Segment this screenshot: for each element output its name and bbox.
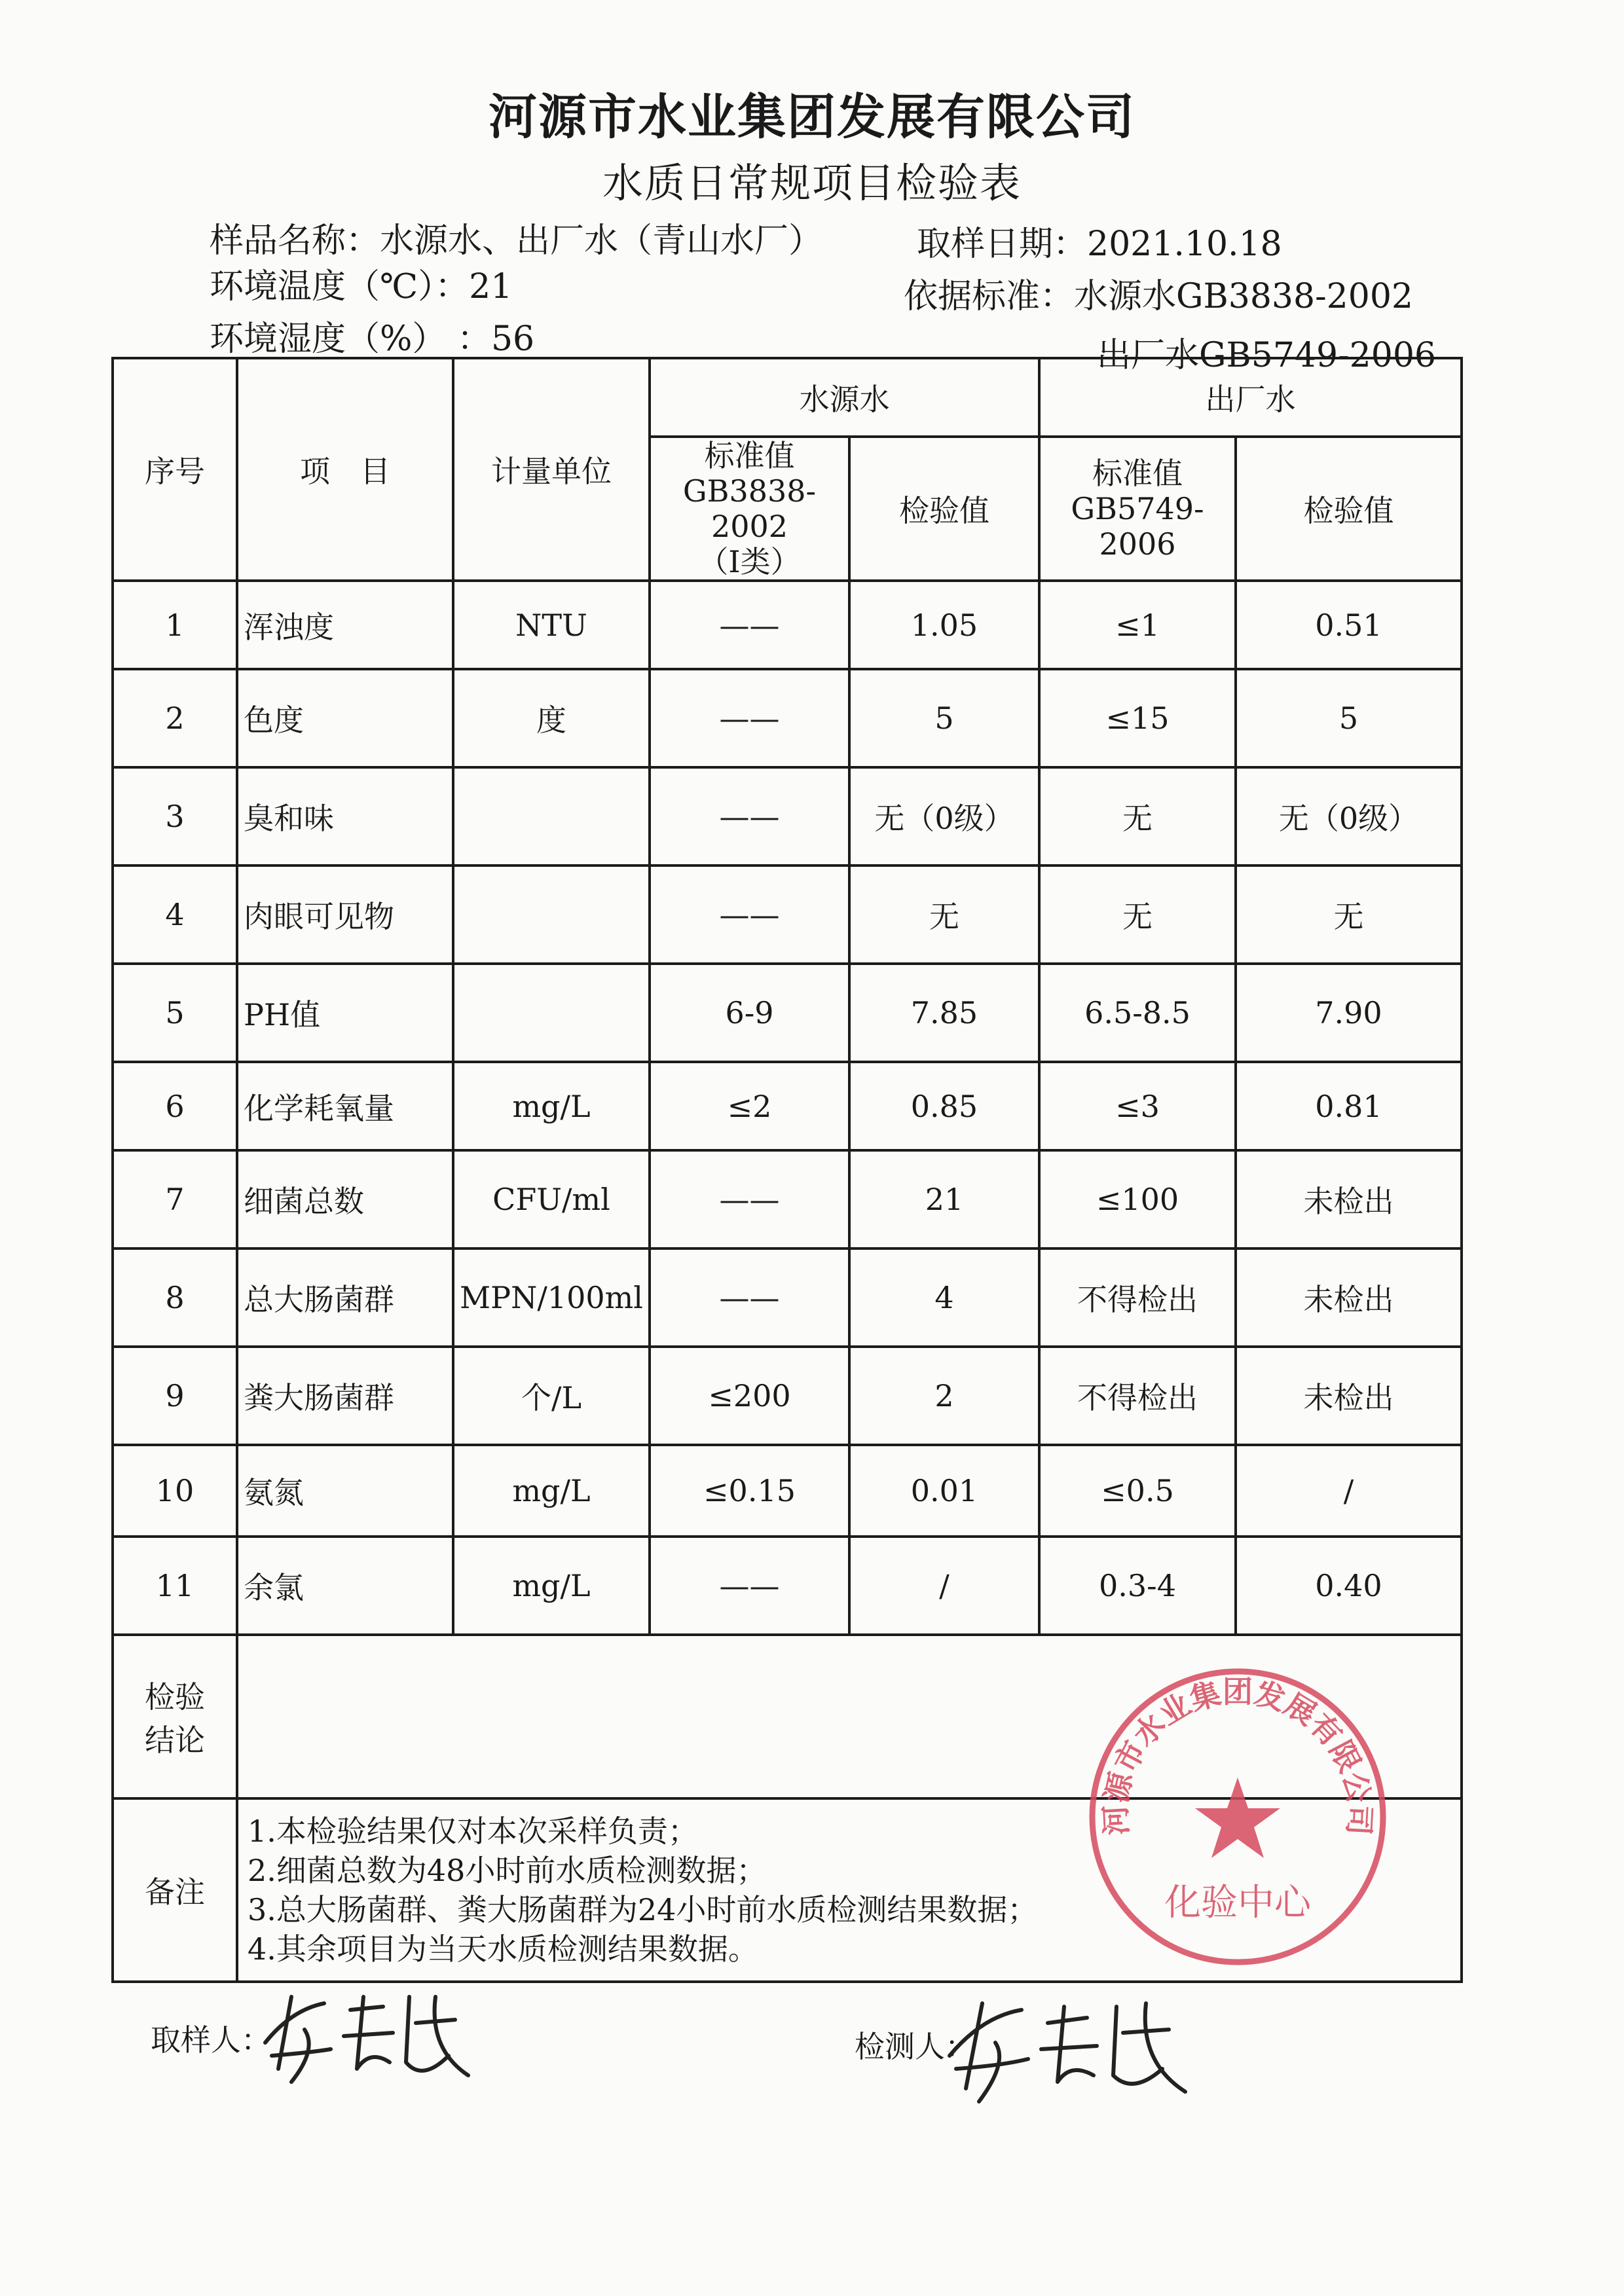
row-output-standard: ≤3: [1039, 1062, 1236, 1150]
row-output-value: 0.81: [1236, 1062, 1462, 1150]
seal-arc-text: 河源市水业集团发展有限公司: [1098, 1674, 1378, 1836]
row-number: 8: [113, 1248, 237, 1347]
table-row: [113, 964, 1462, 1062]
row-source-value: 1.05: [849, 581, 1039, 669]
header-item: 项 目: [237, 358, 453, 581]
row-source-standard: ≤0.15: [650, 1445, 849, 1537]
row-item: 浑浊度: [237, 581, 453, 669]
standard-source: 依据标准：水源水GB3838-2002: [904, 277, 1413, 316]
sample-name: 样品名称：水源水、出厂水（青山水厂）: [210, 221, 823, 261]
row-output-value: 未检出: [1236, 1150, 1462, 1248]
row-source-value: 4: [849, 1248, 1039, 1347]
row-number: 10: [113, 1445, 237, 1537]
header-source-standard-l1: 标准值: [704, 438, 795, 473]
row-source-value: 无: [849, 866, 1039, 964]
row-item: 肉眼可见物: [237, 866, 453, 964]
row-output-standard: 0.3-4: [1039, 1537, 1236, 1635]
remarks-label: 备注: [113, 1798, 237, 1982]
row-output-standard: ≤0.5: [1039, 1445, 1236, 1537]
row-unit: mg/L: [453, 1062, 650, 1150]
row-source-value: 0.85: [849, 1062, 1039, 1150]
humidity: 环境湿度（%） ：56: [210, 319, 535, 359]
row-number: 3: [113, 767, 237, 866]
row-source-value: 无（0级）: [849, 767, 1039, 866]
row-number: 6: [113, 1062, 237, 1150]
row-output-value: 无（0级）: [1236, 767, 1462, 866]
row-unit: [453, 866, 650, 964]
row-output-standard: ≤15: [1039, 669, 1236, 767]
row-number: 11: [113, 1537, 237, 1635]
row-output-value: 5: [1236, 669, 1462, 767]
header-source-water: 水源水: [650, 358, 1039, 437]
row-number: 9: [113, 1347, 237, 1445]
row-unit: mg/L: [453, 1537, 650, 1635]
header-output-standard-l1: 标准值: [1092, 456, 1183, 491]
row-source-standard: ——: [650, 1150, 849, 1248]
row-number: 1: [113, 581, 237, 669]
row-unit: 度: [453, 669, 650, 767]
conclusion-label-l2: 结论: [145, 1722, 205, 1758]
header-source-standard-l3: （Ⅰ类）: [698, 544, 801, 579]
row-source-value: 21: [849, 1150, 1039, 1248]
table-row: [113, 1062, 1462, 1150]
row-number: 4: [113, 866, 237, 964]
header-source-standard-l2: GB3838-2002: [682, 473, 817, 544]
table-row: [113, 1150, 1462, 1248]
table-row: [113, 1248, 1462, 1347]
conclusion-label: [113, 1635, 237, 1798]
temperature: 环境温度（℃）：21: [210, 267, 513, 306]
sampler-label: 取样人：: [151, 2022, 271, 2058]
table-row: [113, 767, 1462, 866]
row-item: 化学耗氧量: [237, 1062, 453, 1150]
row-unit: mg/L: [453, 1445, 650, 1537]
row-unit: NTU: [453, 581, 650, 669]
row-item: 细菌总数: [237, 1150, 453, 1248]
row-source-standard: ——: [650, 1537, 849, 1635]
row-output-value: 未检出: [1236, 1248, 1462, 1347]
row-unit: MPN/100ml: [453, 1248, 650, 1347]
row-output-standard: 无: [1039, 866, 1236, 964]
row-source-standard: ——: [650, 866, 849, 964]
tester-label: 检测人：: [855, 2029, 975, 2064]
row-item: 色度: [237, 669, 453, 767]
row-unit: [453, 964, 650, 1062]
seal-center-text: 化验中心: [1164, 1882, 1311, 1924]
table-row: [113, 866, 1462, 964]
red-seal-stamp: [1084, 1663, 1392, 1971]
header-unit: 计量单位: [453, 358, 650, 581]
row-source-standard: ——: [650, 767, 849, 866]
row-output-value: 无: [1236, 866, 1462, 964]
remark-line: 4.其余项目为当天水质检测结果数据。: [248, 1931, 758, 1967]
row-source-value: 0.01: [849, 1445, 1039, 1537]
header-output-standard-l2: GB5749-2006: [1071, 491, 1204, 562]
remark-line: 3.总大肠菌群、粪大肠菌群为24小时前水质检测结果数据；: [248, 1892, 1038, 1927]
row-output-value: 7.90: [1236, 964, 1462, 1062]
row-source-standard: ——: [650, 669, 849, 767]
sample-date: 取样日期：2021.10.18: [917, 225, 1282, 264]
header-source-test-value: 检验值: [849, 437, 1039, 581]
seal-star-icon: [1195, 1777, 1280, 1858]
header-no: 序号: [113, 358, 237, 581]
row-unit: 个/L: [453, 1347, 650, 1445]
row-output-standard: 不得检出: [1039, 1248, 1236, 1347]
header-source-standard: [650, 437, 849, 581]
row-source-standard: 6-9: [650, 964, 849, 1062]
sampler-signature: [252, 1971, 488, 2102]
row-unit: CFU/ml: [453, 1150, 650, 1248]
tester-signature: [930, 1977, 1205, 2115]
row-output-value: /: [1236, 1445, 1462, 1537]
row-output-value: 0.51: [1236, 581, 1462, 669]
row-item: 余氯: [237, 1537, 453, 1635]
row-output-value: 0.40: [1236, 1537, 1462, 1635]
row-unit: [453, 767, 650, 866]
table-row: [113, 1347, 1462, 1445]
row-output-standard: 6.5-8.5: [1039, 964, 1236, 1062]
header-output-test-value: 检验值: [1236, 437, 1462, 581]
row-source-value: /: [849, 1537, 1039, 1635]
row-source-standard: ≤2: [650, 1062, 849, 1150]
row-item: 粪大肠菌群: [237, 1347, 453, 1445]
row-item: PH值: [237, 964, 453, 1062]
row-source-value: 7.85: [849, 964, 1039, 1062]
table-row: [113, 581, 1462, 669]
table-row: [113, 1445, 1462, 1537]
row-item: 总大肠菌群: [237, 1248, 453, 1347]
row-source-standard: ——: [650, 581, 849, 669]
conclusion-label-l1: 检验: [145, 1679, 205, 1715]
standard-output: 出厂水GB5749-2006: [1097, 336, 1436, 375]
row-item: 臭和味: [237, 767, 453, 866]
row-source-standard: ≤200: [650, 1347, 849, 1445]
table-row: [113, 669, 1462, 767]
header-output-water: 出厂水: [1039, 358, 1462, 437]
form-title: 水质日常规项目检验表: [602, 159, 1022, 207]
remark-line: 2.细菌总数为48小时前水质检测数据；: [248, 1853, 767, 1888]
row-source-value: 5: [849, 669, 1039, 767]
row-number: 2: [113, 669, 237, 767]
row-output-standard: ≤100: [1039, 1150, 1236, 1248]
row-number: 5: [113, 964, 237, 1062]
header-output-standard: [1039, 437, 1236, 581]
row-item: 氨氮: [237, 1445, 453, 1537]
remark-line: 1.本检验结果仅对本次采样负责；: [248, 1813, 698, 1849]
row-output-standard: 无: [1039, 767, 1236, 866]
row-source-standard: ——: [650, 1248, 849, 1347]
row-output-standard: 不得检出: [1039, 1347, 1236, 1445]
table-row: [113, 1537, 1462, 1635]
company-name: 河源市水业集团发展有限公司: [489, 89, 1135, 145]
row-output-standard: ≤1: [1039, 581, 1236, 669]
row-number: 7: [113, 1150, 237, 1248]
table-body: [113, 581, 1462, 1635]
row-source-value: 2: [849, 1347, 1039, 1445]
row-output-value: 未检出: [1236, 1347, 1462, 1445]
